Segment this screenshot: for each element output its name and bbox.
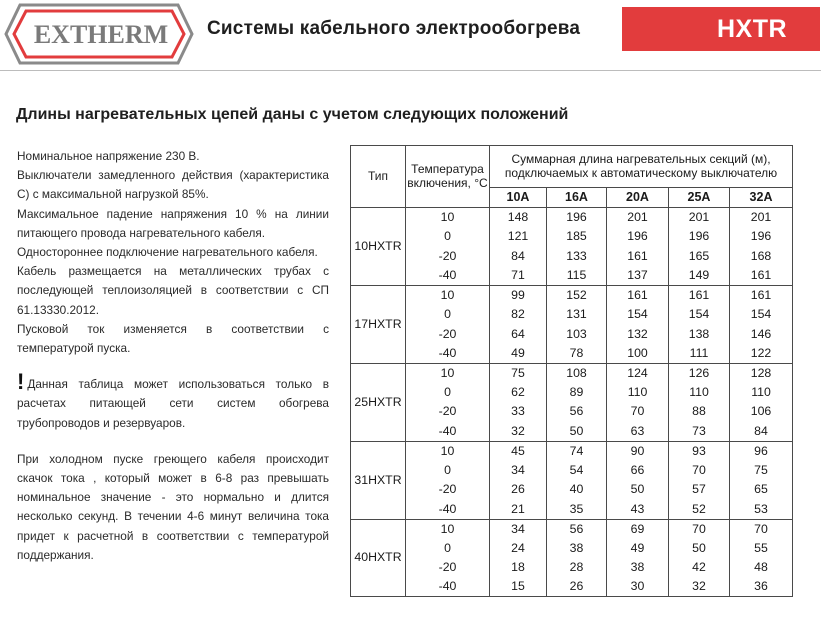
table-row	[351, 266, 793, 286]
table-row	[351, 285, 793, 305]
length-cell: 50	[607, 480, 669, 499]
table-body	[351, 208, 793, 597]
length-cell: 161	[607, 285, 669, 305]
length-cell: 55	[730, 539, 793, 558]
length-cell: 196	[730, 227, 793, 246]
temperature-cell: 10	[406, 363, 490, 383]
length-cell: 99	[490, 285, 547, 305]
length-cell: 54	[547, 461, 607, 480]
length-cell: 100	[607, 344, 669, 364]
length-cell: 33	[490, 402, 547, 421]
length-cell: 121	[490, 227, 547, 246]
length-cell: 84	[730, 422, 793, 442]
length-cell: 56	[547, 519, 607, 539]
length-cell: 65	[730, 480, 793, 499]
length-cell: 161	[607, 246, 669, 265]
table-row	[351, 539, 793, 558]
header-total-length: Суммарная длина нагревательных секций (м), подключаемых к автоматическому выключателю	[490, 146, 793, 188]
extherm-logo	[4, 2, 194, 66]
temperature-cell: 10	[406, 519, 490, 539]
length-cell: 132	[607, 324, 669, 343]
length-cell: 26	[490, 480, 547, 499]
temperature-cell: -40	[406, 266, 490, 286]
length-cell: 45	[490, 441, 547, 461]
length-cell: 34	[490, 461, 547, 480]
length-cell: 30	[607, 577, 669, 597]
length-cell: 70	[669, 461, 730, 480]
length-cell: 103	[547, 324, 607, 343]
length-cell: 201	[607, 208, 669, 228]
length-cell: 26	[547, 577, 607, 597]
length-cell: 53	[730, 500, 793, 520]
length-cell: 196	[669, 227, 730, 246]
length-cell: 43	[607, 500, 669, 520]
note-start-current: Пусковой ток изменяется в соответствии с температурой пуска.	[17, 321, 329, 356]
page-title: Системы кабельного электрообогрева	[207, 18, 581, 39]
table-row	[351, 246, 793, 265]
table-row	[351, 422, 793, 442]
table-row	[351, 383, 793, 402]
length-cell: 36	[730, 577, 793, 597]
length-cell: 49	[607, 539, 669, 558]
table-row	[351, 363, 793, 383]
length-cell: 42	[669, 558, 730, 577]
length-cell: 50	[669, 539, 730, 558]
length-cell: 149	[669, 266, 730, 286]
table-row	[351, 208, 793, 228]
cable-type-cell: 31HXTR	[351, 441, 406, 519]
cable-type-cell: 25HXTR	[351, 363, 406, 441]
temperature-cell: 0	[406, 305, 490, 324]
length-cell: 28	[547, 558, 607, 577]
exclamation-icon: !	[17, 369, 25, 395]
length-cell: 75	[490, 363, 547, 383]
length-cell: 133	[547, 246, 607, 265]
length-cell: 78	[547, 344, 607, 364]
temperature-cell: 0	[406, 227, 490, 246]
cable-type-cell: 10HXTR	[351, 208, 406, 286]
warning-note	[17, 369, 329, 433]
length-cell: 24	[490, 539, 547, 558]
length-cell: 71	[490, 266, 547, 286]
temperature-cell: 10	[406, 285, 490, 305]
table-row	[351, 441, 793, 461]
temperature-cell: -40	[406, 577, 490, 597]
table-row	[351, 577, 793, 597]
length-cell: 154	[607, 305, 669, 324]
table-row	[351, 480, 793, 499]
length-cell: 69	[607, 519, 669, 539]
length-cell: 57	[669, 480, 730, 499]
length-cell: 137	[607, 266, 669, 286]
header-temperature: Температура включения, °С	[406, 146, 490, 208]
cold-start-note: При холодном пуске греющего кабеля происходит скачок тока , который может в 6-8 раз превышать номинальное значение - это нормально и длится несколько секунд. В течении 4-6 минут величина тока придет к расчетной в соответствии с температурой поддержания.	[17, 451, 329, 562]
table-row	[351, 402, 793, 421]
length-cell: 148	[490, 208, 547, 228]
length-cell: 161	[730, 285, 793, 305]
length-cell: 131	[547, 305, 607, 324]
length-cell: 106	[730, 402, 793, 421]
cable-type-cell: 40HXTR	[351, 519, 406, 597]
length-cell: 122	[730, 344, 793, 364]
length-cell: 185	[547, 227, 607, 246]
length-cell: 124	[607, 363, 669, 383]
length-cell: 168	[730, 246, 793, 265]
length-cell: 110	[730, 383, 793, 402]
header-type: Тип	[351, 146, 406, 208]
note-connection: Одностороннее подключение нагревательного кабеля.	[17, 245, 318, 260]
length-cell: 146	[730, 324, 793, 343]
length-cell: 34	[490, 519, 547, 539]
length-cell: 110	[607, 383, 669, 402]
length-cell: 63	[607, 422, 669, 442]
length-cell: 88	[669, 402, 730, 421]
length-cell: 40	[547, 480, 607, 499]
conditions-text	[17, 147, 329, 565]
length-cell: 62	[490, 383, 547, 402]
temperature-cell: -20	[406, 558, 490, 577]
length-cell: 50	[547, 422, 607, 442]
length-cell: 56	[547, 402, 607, 421]
amp-header-cell: 25А	[669, 188, 730, 208]
length-cell: 18	[490, 558, 547, 577]
length-cell: 35	[547, 500, 607, 520]
temperature-cell: -40	[406, 500, 490, 520]
temperature-cell: -20	[406, 480, 490, 499]
temperature-cell: -40	[406, 344, 490, 364]
amp-header-cell: 10А	[490, 188, 547, 208]
length-cell: 161	[730, 266, 793, 286]
length-cell: 32	[669, 577, 730, 597]
table-row	[351, 305, 793, 324]
length-cell: 161	[669, 285, 730, 305]
table-row	[351, 500, 793, 520]
note-installation: Кабель размещается на металлических трубах с последующей теплоизоляцией в соответствии с СП 61.13330.2012.	[17, 264, 329, 317]
length-cell: 165	[669, 246, 730, 265]
amp-header-cell: 16А	[547, 188, 607, 208]
amp-header-cell: 20А	[607, 188, 669, 208]
length-cell: 82	[490, 305, 547, 324]
temperature-cell: -20	[406, 324, 490, 343]
length-cell: 15	[490, 577, 547, 597]
length-cell: 70	[669, 519, 730, 539]
length-cell: 52	[669, 500, 730, 520]
cable-type-cell: 17HXTR	[351, 285, 406, 363]
page-header	[0, 0, 821, 70]
note-voltage: Номинальное напряжение 230 В.	[17, 149, 200, 163]
length-cell: 75	[730, 461, 793, 480]
section-title: Длины нагревательных цепей даны с учетом следующих положений	[16, 106, 569, 123]
length-cell: 70	[730, 519, 793, 539]
length-cell: 154	[730, 305, 793, 324]
length-cell: 73	[669, 422, 730, 442]
length-cell: 128	[730, 363, 793, 383]
product-badge: HXTR	[622, 7, 820, 51]
temperature-cell: -40	[406, 422, 490, 442]
length-cell: 196	[607, 227, 669, 246]
length-cell: 108	[547, 363, 607, 383]
temperature-cell: 0	[406, 383, 490, 402]
warning-text: Данная таблица может использоваться только в расчетах питающей сети систем обогрева трубопроводов и резервуаров.	[17, 377, 329, 430]
length-cell: 126	[669, 363, 730, 383]
length-cell: 64	[490, 324, 547, 343]
length-cell: 70	[607, 402, 669, 421]
length-cell: 48	[730, 558, 793, 577]
length-cell: 90	[607, 441, 669, 461]
note-breakers: Выключатели замедленного действия (характеристика С) с максимальной нагрузкой 85%.	[17, 168, 329, 202]
length-cell: 196	[547, 208, 607, 228]
length-cell: 201	[669, 208, 730, 228]
table-row	[351, 558, 793, 577]
temperature-cell: -20	[406, 402, 490, 421]
length-cell: 66	[607, 461, 669, 480]
length-cell: 111	[669, 344, 730, 364]
temperature-cell: 0	[406, 539, 490, 558]
amp-header-cell: 32А	[730, 188, 793, 208]
length-cell: 152	[547, 285, 607, 305]
temperature-cell: -20	[406, 246, 490, 265]
header-divider	[0, 70, 821, 71]
length-cell: 32	[490, 422, 547, 442]
length-cell: 89	[547, 383, 607, 402]
length-cell: 84	[490, 246, 547, 265]
table-row	[351, 519, 793, 539]
logo-graphic	[4, 2, 194, 66]
logo-text: EXTHERM	[33, 20, 169, 49]
length-cell: 115	[547, 266, 607, 286]
table-row	[351, 461, 793, 480]
temperature-cell: 10	[406, 441, 490, 461]
length-cell: 138	[669, 324, 730, 343]
length-cell: 110	[669, 383, 730, 402]
length-cell: 154	[669, 305, 730, 324]
note-voltage-drop: Максимальное падение напряжения 10 % на линии питающего провода нагревательного кабеля.	[17, 206, 329, 240]
table-row	[351, 324, 793, 343]
length-cell: 74	[547, 441, 607, 461]
length-cell: 93	[669, 441, 730, 461]
length-cell: 96	[730, 441, 793, 461]
temperature-cell: 10	[406, 208, 490, 228]
length-cell: 21	[490, 500, 547, 520]
table-row	[351, 227, 793, 246]
length-cell: 201	[730, 208, 793, 228]
length-cell: 49	[490, 344, 547, 364]
length-cell: 38	[547, 539, 607, 558]
table-row	[351, 344, 793, 364]
length-cell: 38	[607, 558, 669, 577]
circuit-length-table	[350, 145, 793, 597]
temperature-cell: 0	[406, 461, 490, 480]
